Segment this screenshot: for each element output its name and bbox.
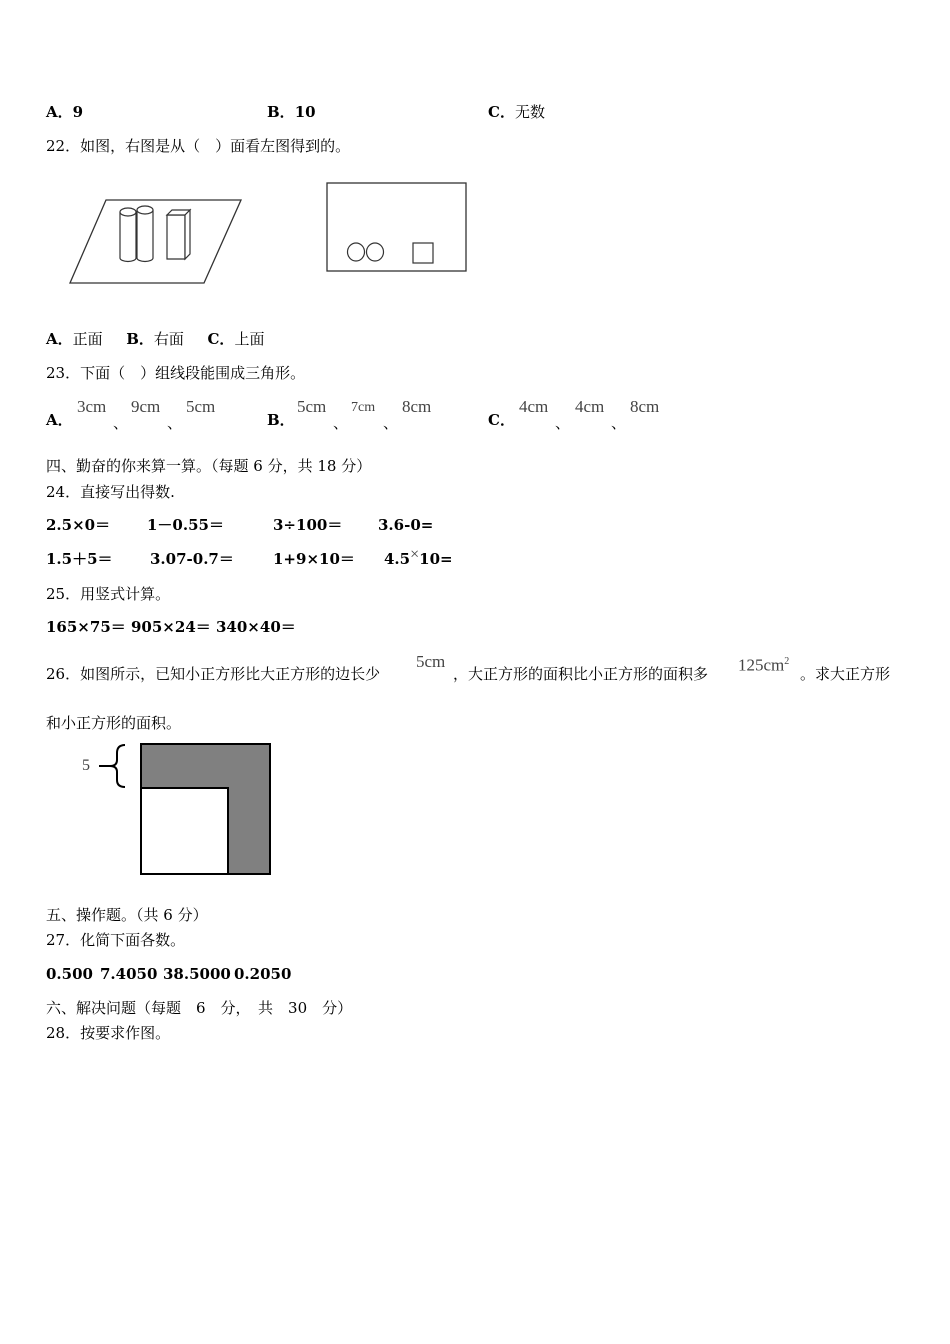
q26-length-value: 5cm: [416, 652, 446, 671]
q23-c-sep-2: 、: [611, 414, 627, 432]
q21-option-a: A．9: [46, 103, 84, 121]
q23-b-sep-2: 、: [383, 414, 399, 432]
circle-view-right: [367, 243, 384, 261]
q24-item-7: 1+9×10＝: [273, 550, 355, 568]
q24-item-2: 1－0.55＝: [147, 516, 224, 534]
circle-view-left: [348, 243, 365, 261]
q24-item-3: 3÷100＝: [273, 516, 343, 534]
q23-b-length-2: 7cm: [351, 400, 376, 415]
q25-item-2: 905×24＝: [131, 618, 211, 636]
q23-option-c-label: C．: [488, 411, 515, 429]
q22-options: A．正面 B．右面 C．上面: [46, 330, 265, 348]
q23-c-length-3: 8cm: [630, 397, 660, 416]
q23-option-a-label: A．: [46, 411, 73, 429]
q22-left-figure: [68, 198, 244, 288]
q25-item-1: 165×75＝: [46, 618, 126, 636]
section-6-title: 六、解决问题（每题 6 分， 共 30 分）: [46, 999, 353, 1017]
q25-question: 25．用竖式计算。: [46, 585, 171, 603]
q24-item-6: 3.07-0.7＝: [150, 550, 234, 568]
q23-a-sep-2: 、: [167, 414, 183, 432]
q23-option-b-label: B．: [267, 411, 295, 429]
section-5-title: 五、操作题。（共 6 分）: [46, 906, 208, 924]
q23-question: 23．下面（ ）组线段能围成三角形。: [46, 364, 306, 382]
q27-item-1: 0.500: [46, 965, 93, 983]
q23-c-length-1: 4cm: [519, 397, 549, 416]
bracket: [110, 745, 125, 787]
q27-item-4: 0.2050: [234, 965, 292, 983]
small-square: [141, 788, 228, 874]
q21-option-c: C．无数: [488, 103, 545, 121]
q23-b-length-3: 8cm: [402, 397, 432, 416]
q27-question: 27．化简下面各数。: [46, 931, 186, 949]
q24-item-1: 2.5×0＝: [46, 516, 111, 534]
q22-right-figure: [326, 182, 468, 274]
q26-figure: [96, 742, 274, 878]
q26-figure-label: 5: [82, 757, 90, 774]
q23-a-sep-1: 、: [113, 414, 129, 432]
square-view: [413, 243, 433, 263]
q25-item-3: 340×40＝: [216, 618, 296, 636]
q27-item-2: 7.4050: [100, 965, 158, 983]
q26-area-value: $125cm^2$: [738, 655, 790, 675]
q23-a-length-1: 3cm: [77, 397, 107, 416]
q26-text-line2: 和小正方形的面积。: [46, 714, 182, 732]
q23-a-length-2: 9cm: [131, 397, 161, 416]
q26-text-part1: 26．如图所示，已知小正方形比大正方形的边长少: [46, 665, 381, 683]
cuboid: [167, 210, 190, 259]
q24-question: 24．直接写出得数.: [46, 483, 175, 501]
q21-option-b: B．10: [267, 103, 316, 121]
q23-c-sep-1: 、: [555, 414, 571, 432]
section-4-title: 四、勤奋的你来算一算。（每题 6 分，共 18 分）: [46, 457, 372, 475]
q23-b-length-1: 5cm: [297, 397, 327, 416]
q28-question: 28．按要求作图。: [46, 1024, 171, 1042]
q23-b-sep-1: 、: [333, 414, 349, 432]
base-parallelogram: [70, 200, 241, 283]
q26-text-part3: 。求大正方形: [800, 665, 891, 683]
q24-item-5: 1.5＋5＝: [46, 550, 113, 568]
cylinder-right: [137, 206, 153, 262]
q23-a-length-3: 5cm: [186, 397, 216, 416]
q23-c-length-2: 4cm: [575, 397, 605, 416]
q24-item-8: 4.5×10=: [384, 546, 453, 568]
cylinder-left: [120, 208, 136, 262]
q26-text-part2: ，大正方形的面积比小正方形的面积多: [453, 665, 709, 683]
q27-item-3: 38.5000: [163, 965, 231, 983]
q22-question: 22．如图，右图是从（ ）面看左图得到的。: [46, 137, 351, 155]
q24-item-4: 3.6-0=: [378, 516, 434, 534]
